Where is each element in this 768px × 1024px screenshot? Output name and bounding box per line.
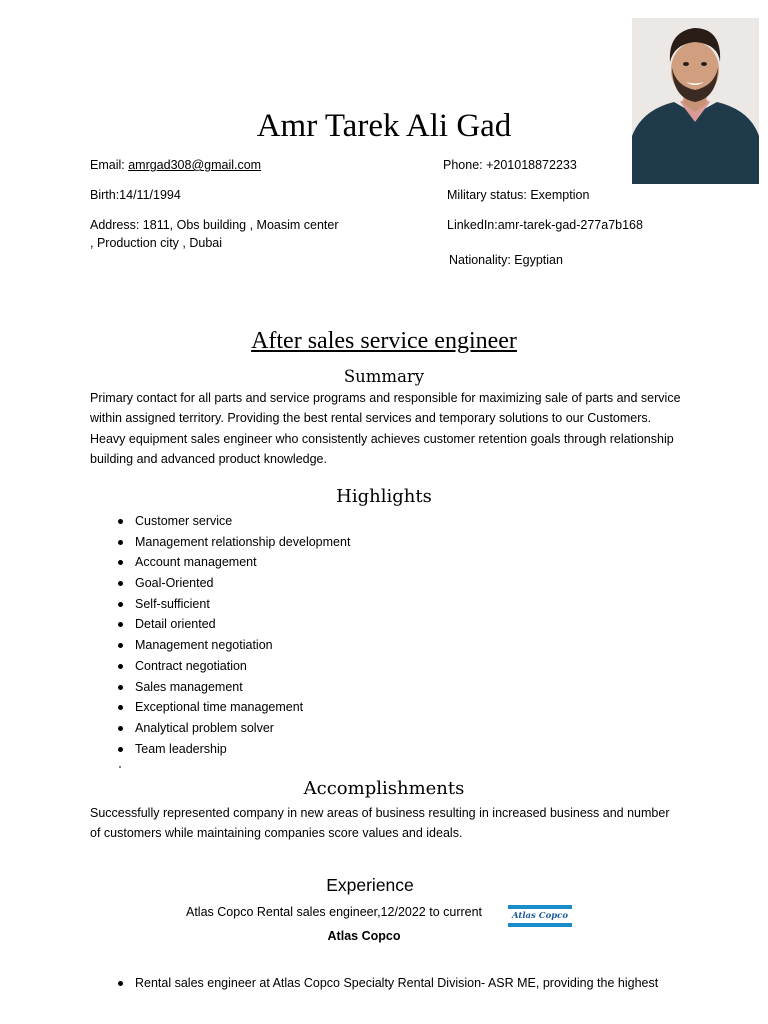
- accomplishments-heading: Accomplishments: [303, 778, 465, 799]
- atlas-copco-logo-text: Atlas Copco: [511, 911, 569, 921]
- birth-date: Birth:14/11/1994: [90, 188, 181, 202]
- list-item: Customer service: [90, 511, 350, 532]
- list-item: Management relationship development: [90, 532, 350, 553]
- summary-text: Primary contact for all parts and service programs and responsible for maximizing sale of parts and service within assigned territory. Providing the best rental services and temporary solutions to our Customers. Heavy equipment sales engineer who consistently achieves customer retention goals through relationship building and advanced product knowledge.: [90, 391, 681, 466]
- highlights-list: [90, 511, 350, 759]
- linkedin: LinkedIn:amr-tarek-gad-277a7b168: [447, 218, 643, 232]
- stray-mark: [119, 766, 121, 768]
- address-line-2: , Production city , Dubai: [90, 236, 223, 250]
- list-item: Detail oriented: [90, 614, 350, 635]
- profile-photo: [632, 18, 759, 184]
- email-link[interactable]: amrgad308@gmail.com: [128, 158, 262, 172]
- list-item: Team leadership: [90, 739, 350, 760]
- email-line: [90, 158, 261, 172]
- bullet-icon: [118, 981, 123, 986]
- experience-heading: Experience: [326, 875, 414, 895]
- experience-role: Atlas Copco Rental sales engineer,12/2022 to current: [186, 905, 483, 919]
- highlights-heading: Highlights: [336, 486, 432, 507]
- list-item: Management negotiation: [90, 635, 350, 656]
- address-line-1: Address: 1811, Obs building , Moasim center: [90, 218, 339, 232]
- list-item: Contract negotiation: [90, 656, 350, 677]
- list-item: Exceptional time management: [90, 697, 350, 718]
- experience-bullet-1: Rental sales engineer at Atlas Copco Specialty Rental Division- ASR ME, providing the highest: [135, 976, 659, 990]
- accomplishments-text: Successfully represented company in new areas of business resulting in increased business and number of customers while maintaining companies score values and ideals.: [90, 806, 670, 841]
- list-item: Self-sufficient: [90, 594, 350, 615]
- atlas-copco-logo: [508, 905, 572, 927]
- email-label: Email:: [90, 158, 129, 172]
- candidate-name: Amr Tarek Ali Gad: [256, 108, 512, 144]
- list-item: Goal-Oriented: [90, 573, 350, 594]
- phone: Phone: +201018872233: [443, 158, 577, 172]
- summary-heading: Summary: [343, 367, 425, 386]
- list-item: Account management: [90, 552, 350, 573]
- experience-company: Atlas Copco: [327, 929, 401, 943]
- military-status: Military status: Exemption: [447, 188, 590, 202]
- list-item: Sales management: [90, 677, 350, 698]
- job-title: After sales service engineer: [251, 328, 517, 354]
- nationality: Nationality: Egyptian: [449, 253, 563, 267]
- list-item: Analytical problem solver: [90, 718, 350, 739]
